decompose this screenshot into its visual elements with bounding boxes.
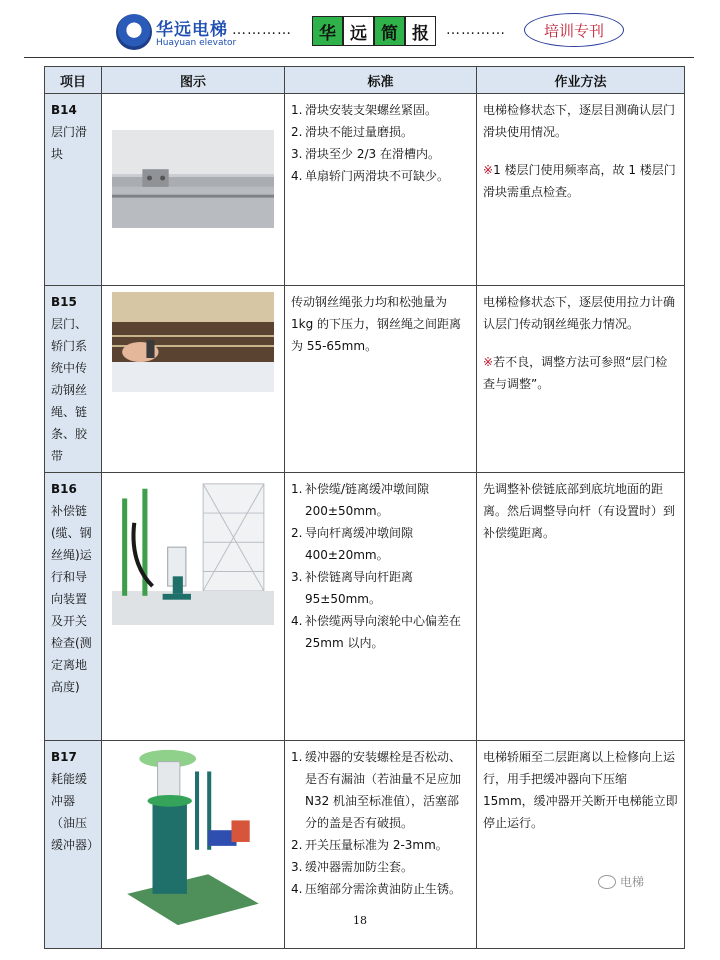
method-text: 电梯检修状态下，逐层目测确认层门滑块使用情况。 (483, 103, 676, 139)
brand-name-cn: 华远电梯 (156, 20, 228, 40)
header-dots-right: ………… (446, 22, 506, 38)
header-divider (24, 57, 694, 58)
standard-text: 传动钢丝绳张力均和松弛量为 1kg 的下压力，钢丝绳之间距离为 55-65mm。 (291, 295, 462, 353)
item-name: 层门滑块 (51, 125, 88, 161)
page-number: 18 (353, 914, 367, 927)
method-note: ※若不良，调整方法可参照“层门检查与调整”。 (483, 355, 668, 391)
standard-item: 4. 补偿缆两导向滚轮中心偏差在 25mm 以内。 (291, 614, 462, 650)
title-char: 远 (343, 16, 374, 46)
illustration-cell (102, 94, 285, 286)
standard-cell (285, 286, 477, 473)
standard-item: 4. 单扇轿门两滑块不可缺少。 (291, 169, 450, 183)
table-row (45, 94, 685, 286)
item-name: 补偿链(缆、钢丝绳)运行和导向装置及开关检查(测定离地高度) (51, 504, 92, 694)
item-cell (45, 473, 102, 741)
standard-item: 1. 缓冲器的安装螺栓是否松动、是否有漏油（若油量不足应加 N32 机油至标准值），活塞部分的盖是否有破损。 (291, 750, 462, 830)
standard-cell (285, 473, 477, 741)
newsletter-title (312, 16, 436, 46)
brand-name-en: Huayuan elevator (156, 38, 237, 48)
standard-list (291, 99, 470, 187)
standard-item: 3. 滑块至少 2/3 在滑槽内。 (291, 147, 440, 161)
oil-buffer-diagram (112, 747, 274, 933)
standard-list (291, 478, 470, 654)
standard-item: 2. 滑块不能过量磨损。 (291, 125, 414, 139)
standard-cell (285, 94, 477, 286)
method-note: ※1 楼层门使用频率高，故 1 楼层门滑块需重点检查。 (483, 163, 676, 199)
method-text: 先调整补偿链底部到底坑地面的距离。然后调整导向杆（有设置时）到补偿缆距离。 (483, 482, 676, 540)
item-cell (45, 286, 102, 473)
title-char: 华 (312, 16, 343, 46)
item-name: 耗能缓冲器（油压缓冲器） (51, 772, 100, 852)
column-header-method: 作业方法 (477, 67, 685, 94)
compensation-chain-diagram (112, 479, 274, 625)
door-slider-photo (112, 130, 274, 228)
training-issue-badge: 培训专刊 (524, 13, 624, 47)
wechat-watermark (598, 873, 644, 890)
table-header-row (45, 67, 685, 94)
item-code: B14 (51, 103, 77, 117)
illustration-cell (102, 473, 285, 741)
item-code: B16 (51, 482, 77, 496)
column-header-illustration: 图示 (102, 67, 285, 94)
wechat-icon (598, 875, 616, 889)
method-cell (477, 473, 685, 741)
standard-list (291, 746, 470, 900)
page-header (0, 0, 720, 58)
column-header-item: 项目 (45, 67, 102, 94)
standard-item: 2. 导向杆离缓冲墩间隙 400±20mm。 (291, 526, 414, 562)
standard-item: 3. 缓冲器需加防尘套。 (291, 860, 414, 874)
standard-item: 3. 补偿链离导向杆距离 95±50mm。 (291, 570, 414, 606)
item-name: 层门、轿门系统中传动钢丝绳、链条、胶带 (51, 317, 88, 463)
header-dots-left: ………… (232, 22, 292, 38)
illustration-cell (102, 286, 285, 473)
item-code: B17 (51, 750, 77, 764)
note-mark-icon: ※ (483, 163, 494, 177)
method-text: 电梯检修状态下，逐层使用拉力计确认层门传动钢丝绳张力情况。 (483, 295, 676, 331)
method-text: 电梯轿厢至二层距离以上检修向上运行，用手把缓冲器向下压缩 15mm，缓冲器开关断开电梯能立即停止运行。 (483, 750, 678, 830)
note-mark-icon: ※ (483, 355, 494, 369)
standard-item: 1. 滑块安装支架螺丝紧固。 (291, 103, 438, 117)
standard-item: 1. 补偿缆/链离缓冲墩间隙 200±50mm。 (291, 482, 430, 518)
standard-item: 2. 开关压量标准为 2-3mm。 (291, 838, 448, 852)
item-code: B15 (51, 295, 77, 309)
title-char: 简 (374, 16, 405, 46)
method-cell (477, 286, 685, 473)
huayuan-logo-icon (116, 14, 152, 50)
method-cell (477, 94, 685, 286)
watermark-text: 电梯 (620, 875, 645, 889)
standard-item: 4. 压缩部分需涂黄油防止生锈。 (291, 882, 462, 896)
inspection-table (44, 66, 685, 949)
title-char: 报 (405, 16, 436, 46)
table-row (45, 473, 685, 741)
column-header-standard: 标准 (285, 67, 477, 94)
table-row (45, 286, 685, 473)
item-cell (45, 94, 102, 286)
wire-rope-photo (112, 292, 274, 392)
